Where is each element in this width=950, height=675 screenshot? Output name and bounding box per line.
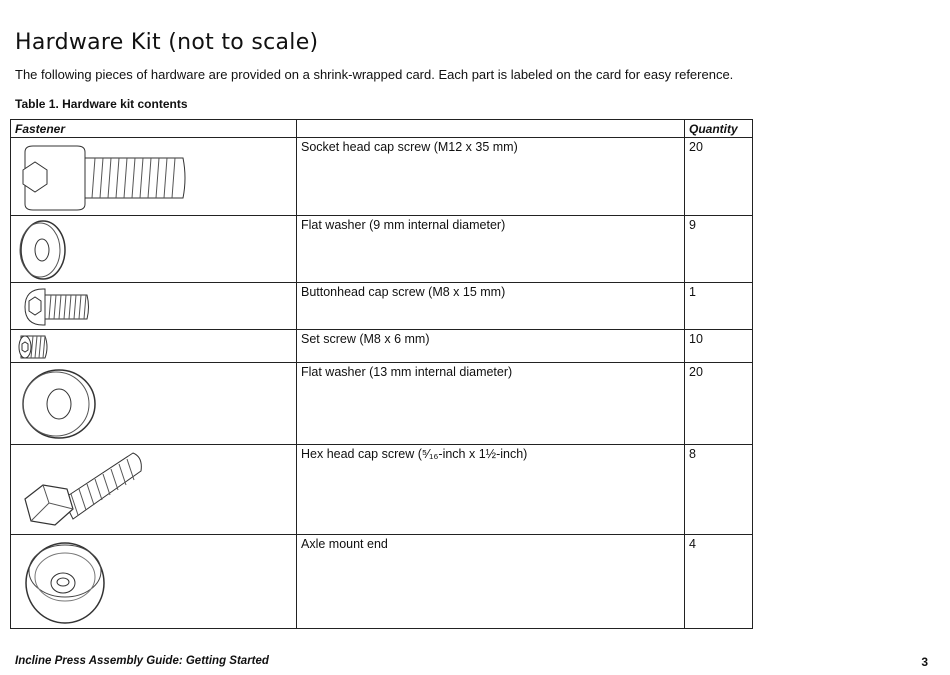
fastener-description: Hex head cap screw (⁵⁄₁₆-inch x 1½-inch) bbox=[297, 445, 685, 535]
buttonhead-cap-screw-icon bbox=[15, 285, 292, 329]
table-caption: Table 1. Hardware kit contents bbox=[15, 97, 188, 111]
header-quantity: Quantity bbox=[685, 120, 753, 138]
table-header-row bbox=[11, 120, 753, 138]
fastener-description: Axle mount end bbox=[297, 535, 685, 629]
fastener-quantity: 9 bbox=[685, 216, 753, 283]
fastener-description: Flat washer (9 mm internal diameter) bbox=[297, 216, 685, 283]
table-row bbox=[11, 363, 753, 445]
page-title: Hardware Kit (not to scale) bbox=[15, 30, 319, 55]
fastener-description: Set screw (M8 x 6 mm) bbox=[297, 330, 685, 363]
flat-washer-large-icon bbox=[15, 365, 292, 444]
fastener-quantity: 1 bbox=[685, 283, 753, 330]
footer-title: Incline Press Assembly Guide: Getting Started bbox=[15, 655, 269, 667]
header-fastener: Fastener bbox=[11, 120, 297, 138]
header-description bbox=[297, 120, 685, 138]
fastener-quantity: 20 bbox=[685, 363, 753, 445]
socket-head-cap-screw-icon bbox=[15, 140, 292, 215]
fastener-image-cell bbox=[11, 283, 297, 330]
fastener-quantity: 10 bbox=[685, 330, 753, 363]
flat-washer-small-icon bbox=[15, 218, 292, 282]
hardware-kit-table bbox=[10, 119, 753, 629]
fastener-quantity: 4 bbox=[685, 535, 753, 629]
table-row bbox=[11, 445, 753, 535]
fastener-image-cell bbox=[11, 363, 297, 445]
fastener-description: Flat washer (13 mm internal diameter) bbox=[297, 363, 685, 445]
fastener-image-cell bbox=[11, 535, 297, 629]
fastener-image-cell bbox=[11, 216, 297, 283]
fastener-image-cell bbox=[11, 138, 297, 216]
intro-paragraph: The following pieces of hardware are provided on a shrink-wrapped card. Each part is labeled on the card for easy reference. bbox=[15, 67, 734, 82]
table-row bbox=[11, 138, 753, 216]
table-row bbox=[11, 535, 753, 629]
set-screw-icon bbox=[15, 332, 292, 362]
table-row bbox=[11, 216, 753, 283]
fastener-quantity: 20 bbox=[685, 138, 753, 216]
fastener-quantity: 8 bbox=[685, 445, 753, 535]
page-number: 3 bbox=[921, 655, 928, 669]
axle-mount-end-icon bbox=[15, 537, 292, 628]
hex-head-cap-screw-icon bbox=[15, 447, 292, 534]
table-row bbox=[11, 330, 753, 363]
fastener-image-cell bbox=[11, 445, 297, 535]
fastener-description: Socket head cap screw (M12 x 35 mm) bbox=[297, 138, 685, 216]
fastener-description: Buttonhead cap screw (M8 x 15 mm) bbox=[297, 283, 685, 330]
fastener-image-cell bbox=[11, 330, 297, 363]
table-row bbox=[11, 283, 753, 330]
